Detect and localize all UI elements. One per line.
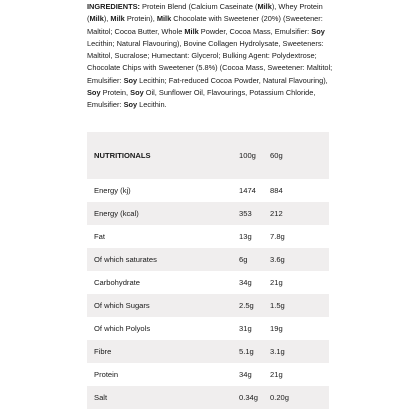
- value-per-60g: 3.6g: [270, 255, 285, 264]
- value-per-100g: 6g: [239, 255, 248, 264]
- nutrition-rows: [87, 179, 329, 409]
- nutrition-header-label: NUTRITIONALS: [94, 151, 151, 160]
- ingredient-text: Oil, Sunflower Oil, Flavourings, Potassium Chloride, Emulsifier:: [87, 88, 316, 110]
- nutrient-label: Of which Sugars: [94, 301, 150, 310]
- nutrition-header-row: [87, 132, 329, 179]
- value-per-60g: 0.20g: [270, 393, 290, 402]
- value-per-60g: 21g: [270, 278, 283, 287]
- value-per-100g: 13g: [239, 232, 252, 241]
- ingredient-text: Protein),: [124, 14, 157, 24]
- table-row: [87, 317, 329, 340]
- nutrition-table: [87, 132, 329, 409]
- ingredient-text: Powder, Cocoa Mass, Emulsifier:: [198, 26, 312, 36]
- nutrient-label: Energy (kj): [94, 186, 131, 195]
- allergen-text: Milk: [184, 26, 199, 36]
- nutrition-header-col-100g: 100g: [239, 151, 256, 160]
- nutrient-label: Energy (kcal): [94, 209, 139, 218]
- allergen-text: Soy: [130, 88, 144, 98]
- nutrition-header-col-60g: 60g: [270, 151, 283, 160]
- ingredient-text: ),: [103, 14, 111, 24]
- allergen-text: Soy: [87, 88, 101, 98]
- allergen-text: Milk: [110, 14, 125, 24]
- table-row: [87, 179, 329, 202]
- ingredient-text: Lecithin.: [137, 100, 167, 110]
- ingredients-label: INGREDIENTS:: [87, 2, 140, 11]
- table-row: [87, 225, 329, 248]
- nutrient-label: Fibre: [94, 347, 112, 356]
- value-per-60g: 19g: [270, 324, 283, 333]
- ingredient-text: Lecithin; Natural Flavouring), Bovine Collagen Hydrolysate, Sweeteners: Maltitol, Sucralose; Humectant: Glycerol; Bulking Agent: Polydextrose; Chocolate Chips with Sweetener (5.8%) (Cocoa Mass, Sweetener: Maltitol; Emulsifier:: [87, 38, 333, 85]
- nutrient-label: Protein: [94, 370, 119, 379]
- ingredient-text: Lecithin; Fat-reduced Cocoa Powder, Natural Flavouring),: [137, 75, 328, 85]
- nutrient-label: Salt: [94, 393, 108, 402]
- allergen-text: Milk: [89, 14, 104, 24]
- nutrient-label: Carbohydrate: [94, 278, 141, 287]
- ingredients-text: [87, 1, 337, 112]
- value-per-60g: 21g: [270, 370, 283, 379]
- allergen-text: Milk: [156, 14, 172, 24]
- table-row: [87, 386, 329, 409]
- value-per-100g: 34g: [239, 370, 252, 379]
- ingredient-text: ), Whey Protein (: [87, 2, 323, 24]
- ingredient-text: Protein,: [100, 88, 131, 98]
- value-per-60g: 212: [270, 209, 283, 218]
- ingredient-text: Chocolate with Sweetener (20%) (Sweetener: Maltitol; Cocoa Butter, Whole: [87, 14, 323, 36]
- value-per-60g: 1.5g: [270, 301, 285, 310]
- allergen-text: Milk: [257, 2, 272, 11]
- value-per-60g: 3.1g: [270, 347, 285, 356]
- value-per-100g: 1474: [239, 186, 256, 195]
- value-per-100g: 5.1g: [239, 347, 254, 356]
- nutrient-label: Fat: [94, 232, 105, 241]
- table-row: [87, 363, 329, 386]
- table-row: [87, 340, 329, 363]
- value-per-100g: 353: [239, 209, 252, 218]
- value-per-100g: 34g: [239, 278, 252, 287]
- allergen-text: Soy: [123, 100, 138, 110]
- table-row: [87, 271, 329, 294]
- value-per-100g: 0.34g: [239, 393, 259, 402]
- table-row: [87, 248, 329, 271]
- ingredient-text: Protein Blend (Calcium Caseinate (: [139, 2, 258, 11]
- table-row: [87, 294, 329, 317]
- value-per-60g: 7.8g: [270, 232, 285, 241]
- value-per-100g: 31g: [239, 324, 252, 333]
- allergen-text: Soy: [311, 26, 325, 36]
- value-per-100g: 2.5g: [239, 301, 254, 310]
- value-per-60g: 884: [270, 186, 283, 195]
- nutrient-label: Of which saturates: [94, 255, 157, 264]
- nutrient-label: Of which Polyols: [94, 324, 151, 333]
- ingredients-list: [87, 2, 332, 109]
- allergen-text: Soy: [123, 75, 138, 85]
- table-row: [87, 202, 329, 225]
